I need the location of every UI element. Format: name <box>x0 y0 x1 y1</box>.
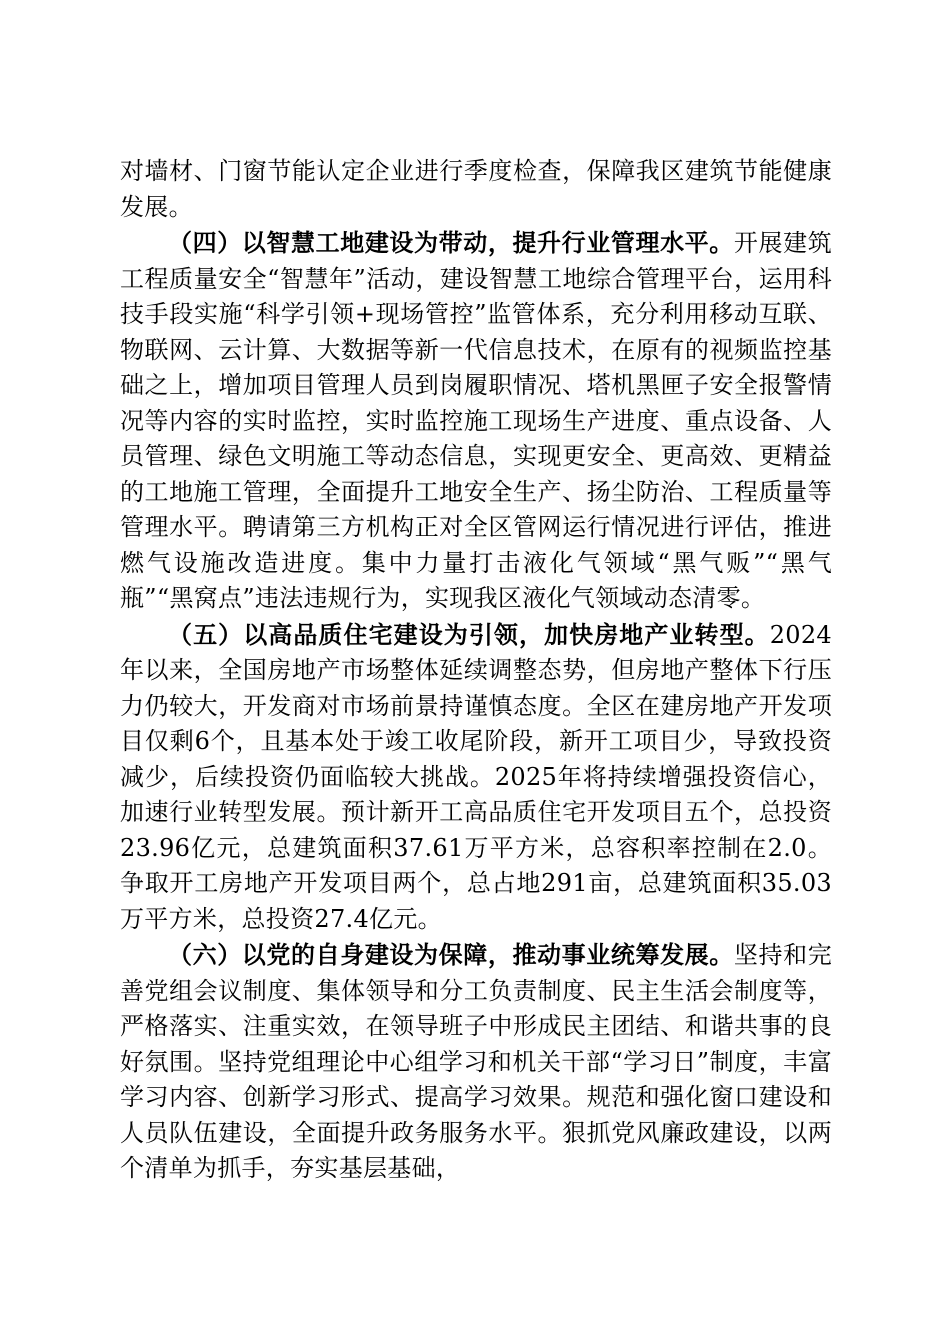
paragraph-continuation <box>120 154 832 225</box>
paragraph-section-4 <box>120 225 832 617</box>
document-page <box>120 154 832 1187</box>
paragraph-body: 2024年以来，全国房地产市场整体延续调整态势，但房地产整体下行压力仍较大，开发商对市场前景持谨慎态度。全区在建房地产开发项目仅剩6个，且基本处于竣工收尾阶段，新开工项目少，导致投资减少，后续投资仍面临较大挑战。2025年将持续增强投资信心，加速行业转型发展。预计新开工高品质住宅开发项目五个，总投资23.96亿元，总建筑面积37.61万平方米，总容积率控制在2.0。争取开工房地产开发项目两个，总占地291亩，总建筑面积35.03万平方米，总投资27.4亿元。 <box>120 620 832 933</box>
paragraph-body: 对墙材、门窗节能认定企业进行季度检查，保障我区建筑节能健康发展。 <box>120 157 832 221</box>
paragraph-section-6 <box>120 937 832 1187</box>
section-heading: （六）以党的自身建设为保障，推动事业统筹发展。 <box>168 940 734 969</box>
paragraph-section-5 <box>120 617 832 938</box>
section-heading: （四）以智慧工地建设为带动，提升行业管理水平。 <box>168 228 734 257</box>
section-heading: （五）以高品质住宅建设为引领，加快房地产业转型。 <box>168 619 770 649</box>
paragraph-body: 开展建筑工程质量安全“智慧年”活动，建设智慧工地综合管理平台，运用科技手段实施“科学引领+现场管控”监管体系，充分利用移动互联、物联网、云计算、大数据等新一代信息技术，在原有的视频监控基础之上，增加项目管理人员到岗履职情况、塔机黑匣子安全报警情况等内容的实时监控，实时监控施工现场生产进度、重点设备、人员管理、绿色文明施工等动态信息，实现更安全、更高效、更精益的工地施工管理，全面提升工地安全生产、扬尘防治、工程质量等管理水平。聘请第三方机构正对全区管网运行情况进行评估，推进燃气设施改造进度。集中力量打击液化气领域“黑气贩”“黑气瓶”“黑窝点”违法违规行为，实现我区液化气领域动态清零。 <box>120 229 833 612</box>
paragraph-body: 坚持和完善党组会议制度、集体领导和分工负责制度、民主生活会制度等，严格落实、注重实效，在领导班子中形成民主团结、和谐共事的良好氛围。坚持党组理论中心组学习和机关干部“学习日”制度，丰富学习内容、创新学习形式、提高学习效果。规范和强化窗口建设和人员队伍建设，全面提升政务服务水平。狠抓党风廉政建设，以两个清单为抓手，夯实基层基础， <box>120 941 833 1182</box>
